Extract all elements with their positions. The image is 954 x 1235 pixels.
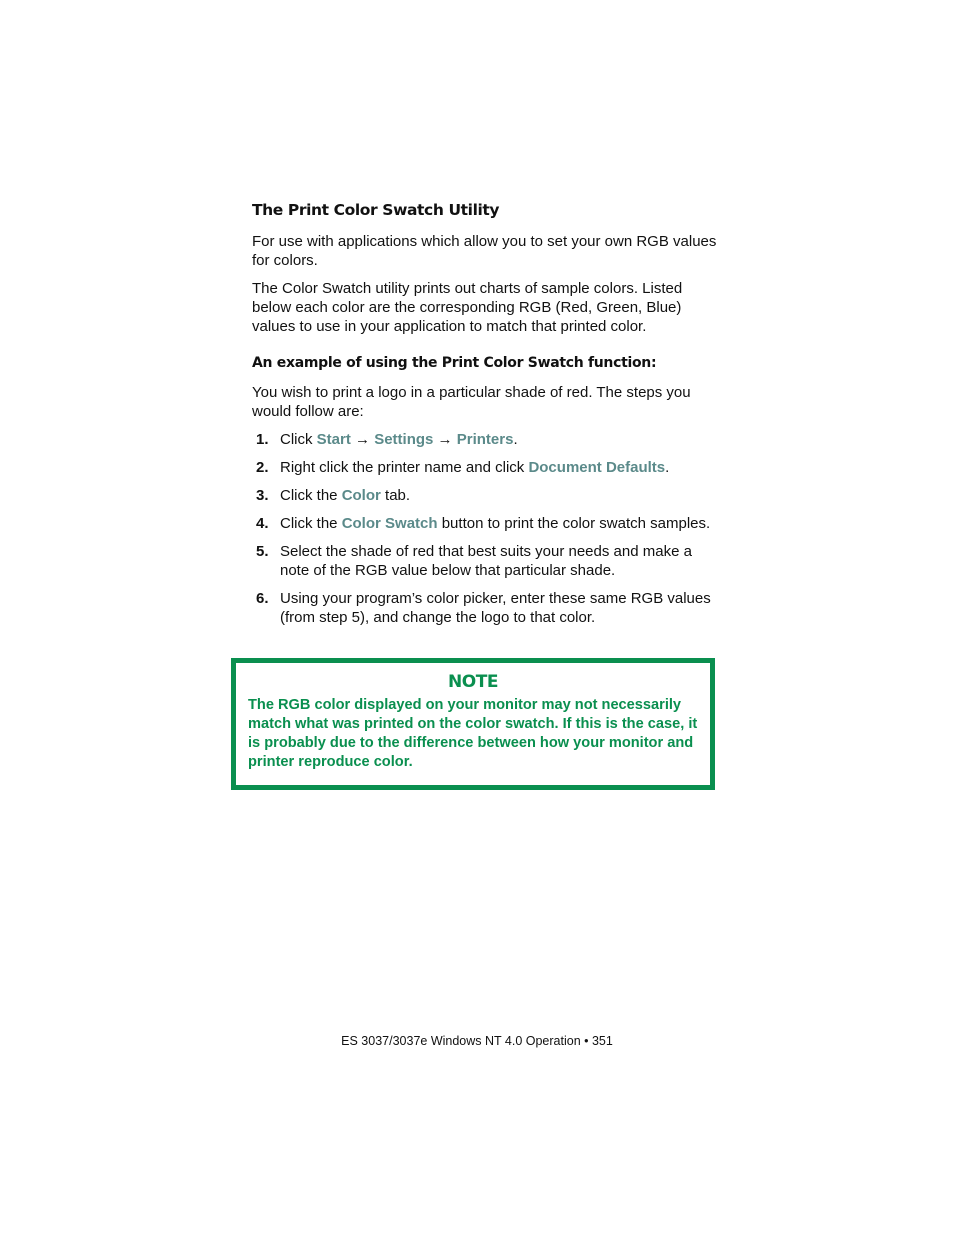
ui-label-color-swatch: Color Swatch (341, 515, 438, 532)
step-5 (252, 542, 722, 580)
page-footer: ES 3037/3037e Windows NT 4.0 Operation • 351 (341, 1034, 613, 1048)
step-number: 4. (256, 515, 269, 532)
step-text: Click (280, 431, 317, 448)
step-text: tab. (380, 487, 411, 504)
ui-label-start: Start (316, 431, 351, 448)
arrow-icon: → (433, 431, 457, 448)
step-3 (252, 486, 722, 505)
step-text: Right click the printer name and click (280, 459, 529, 476)
main-content (252, 199, 722, 636)
step-text: . (665, 459, 670, 476)
steps-list (252, 430, 722, 627)
intro-paragraph-2: The Color Swatch utility prints out charts of sample colors. Listed below each color are the corresponding RGB (Red, Green, Blue) values to use in your application to match that printed color. (252, 280, 683, 335)
step-1 (252, 430, 722, 449)
ui-label-printers: Printers (456, 431, 514, 448)
example-intro: You wish to print a logo in a particular shade of red. The steps you would follow are: (252, 384, 691, 420)
ui-label-color: Color (341, 487, 381, 504)
note-title: NOTE (448, 672, 498, 692)
step-number: 6. (256, 590, 269, 607)
step-text: . (513, 431, 518, 448)
step-text: Click the (280, 515, 342, 532)
note-text: The RGB color displayed on your monitor may not necessarily match what was printed on the color swatch. If this is the case, it is probably due to the difference between how your monitor and printer reproduce color. (248, 697, 698, 770)
step-4 (252, 514, 722, 533)
step-number: 3. (256, 487, 269, 504)
step-number: 5. (256, 543, 269, 560)
intro-paragraph-1: For use with applications which allow you to set your own RGB values for colors. (252, 233, 717, 269)
step-number: 2. (256, 459, 269, 476)
ui-label-document-defaults: Document Defaults (528, 459, 666, 476)
note-box (231, 658, 715, 790)
step-2 (252, 458, 722, 477)
step-text: button to print the color swatch samples. (437, 515, 711, 532)
section-title: The Print Color Swatch Utility (252, 201, 500, 219)
step-text: Click the (280, 487, 342, 504)
step-text: Select the shade of red that best suits your needs and make a note of the RGB value below that particular shade. (280, 543, 692, 579)
step-number: 1. (256, 431, 269, 448)
ui-label-settings: Settings (374, 431, 434, 448)
step-text: Using your program’s color picker, enter these same RGB values (from step 5), and change the logo to that color. (280, 590, 711, 626)
arrow-icon: → (350, 431, 375, 448)
example-title: An example of using the Print Color Swatch function: (252, 355, 657, 371)
step-6 (252, 589, 722, 627)
